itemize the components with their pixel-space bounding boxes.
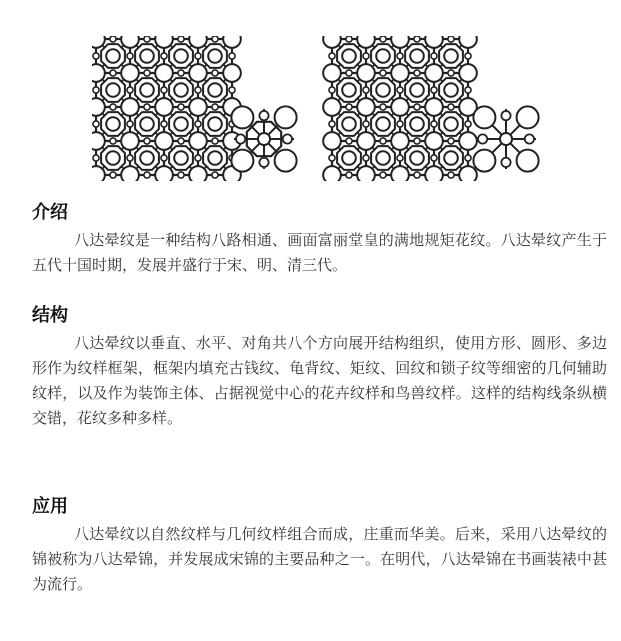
small-ring	[380, 138, 386, 144]
small-ring	[144, 70, 150, 76]
unit-side-ring	[259, 111, 268, 120]
center-circle	[376, 49, 390, 63]
node-circle	[357, 64, 375, 82]
small-ring	[363, 87, 369, 93]
small-ring	[380, 172, 386, 178]
small-ring	[346, 104, 352, 110]
center-circle	[174, 83, 188, 97]
center-circle	[444, 151, 458, 165]
node-circle	[425, 132, 443, 150]
small-ring	[110, 70, 116, 76]
small-ring	[229, 53, 235, 59]
small-ring	[144, 138, 150, 144]
node-circle	[357, 98, 375, 116]
section-body-structure: 八达晕纹以垂直、水平、对角共八个方向展开结构组织，使用方形、圆形、多边形作为纹样框架，框架内填充古钱纹、龟背纹、矩纹、回纹和锁子纹等细密的几何辅助纹样，以及作为装饰主体、占据视觉中心的花卉纹样和鸟兽纹样。这样的结构线条纵横交错，花纹多种多样。	[32, 334, 607, 427]
small-ring	[346, 172, 352, 178]
unit-corner-circle	[517, 106, 539, 128]
small-ring	[212, 36, 218, 42]
node-circle	[155, 132, 173, 150]
node-circle	[323, 64, 341, 82]
small-ring	[465, 53, 471, 59]
small-ring	[397, 155, 403, 161]
section-title-introduction: 介绍	[32, 202, 68, 223]
center-circle	[106, 117, 120, 131]
small-ring	[229, 87, 235, 93]
small-ring	[161, 53, 167, 59]
center-circle	[376, 83, 390, 97]
center-circle	[342, 151, 356, 165]
center-circle	[106, 83, 120, 97]
section-body-application: 八达晕纹以自然纹样与几何纹样组合而成，庄重而华美。后来，采用八达晕纹的锦被称为八达晕锦，并发展成宋锦的主要品种之一。在明代，八达晕锦在书画装裱中甚为流行。	[32, 525, 607, 593]
node-circle	[391, 166, 409, 181]
center-circle	[342, 83, 356, 97]
node-circle	[357, 166, 375, 181]
small-ring	[93, 155, 99, 161]
node-circle	[391, 64, 409, 82]
node-circle	[189, 36, 207, 48]
node-circle	[155, 166, 173, 181]
node-circle	[323, 132, 341, 150]
node-circle	[323, 36, 341, 48]
small-ring	[397, 53, 403, 59]
node-circle	[323, 166, 341, 181]
small-ring	[127, 53, 133, 59]
small-ring	[414, 70, 420, 76]
node-circle	[425, 64, 443, 82]
small-ring	[161, 155, 167, 161]
small-ring	[363, 121, 369, 127]
center-circle	[174, 117, 188, 131]
bada-yun-pattern-figure	[92, 36, 546, 181]
small-ring	[329, 87, 335, 93]
small-ring	[195, 155, 201, 161]
node-circle	[425, 36, 443, 48]
center-circle	[174, 151, 188, 165]
small-ring	[110, 104, 116, 110]
node-circle	[189, 64, 207, 82]
small-ring	[178, 36, 184, 42]
node-circle	[92, 166, 105, 181]
unit-side-ring	[501, 158, 510, 167]
node-circle	[92, 98, 105, 116]
small-ring	[448, 70, 454, 76]
node-circle	[357, 132, 375, 150]
small-ring	[93, 53, 99, 59]
small-ring	[329, 155, 335, 161]
node-circle	[92, 64, 105, 82]
small-ring	[380, 104, 386, 110]
small-ring	[144, 104, 150, 110]
center-circle	[140, 117, 154, 131]
center-circle	[208, 117, 222, 131]
center-circle	[410, 117, 424, 131]
center-circle	[410, 83, 424, 97]
small-ring	[212, 70, 218, 76]
small-ring	[380, 70, 386, 76]
small-ring	[178, 70, 184, 76]
small-ring	[346, 138, 352, 144]
node-circle	[391, 132, 409, 150]
small-ring	[195, 87, 201, 93]
pattern-unit-right	[473, 106, 538, 171]
section-structure	[32, 303, 607, 431]
center-circle	[410, 151, 424, 165]
center-circle	[208, 151, 222, 165]
center-circle	[174, 49, 188, 63]
unit-side-ring	[283, 134, 292, 143]
unit-corner-circle	[517, 150, 539, 172]
small-ring	[161, 87, 167, 93]
node-circle	[155, 64, 173, 82]
node-circle	[391, 98, 409, 116]
center-circle	[376, 151, 390, 165]
center-circle	[444, 83, 458, 97]
small-ring	[178, 172, 184, 178]
small-ring	[144, 36, 150, 42]
unit-side-ring	[236, 134, 245, 143]
small-ring	[431, 121, 437, 127]
small-ring	[448, 104, 454, 110]
node-circle	[323, 98, 341, 116]
pattern-tile-left	[92, 36, 241, 181]
node-circle	[223, 64, 241, 82]
small-ring	[431, 87, 437, 93]
pattern-tile-right	[323, 36, 477, 181]
center-circle	[410, 49, 424, 63]
small-ring	[161, 121, 167, 127]
unit-corner-circle	[275, 106, 297, 128]
node-circle	[459, 64, 477, 82]
small-ring	[110, 172, 116, 178]
node-circle	[425, 98, 443, 116]
small-ring	[127, 155, 133, 161]
pattern-unit-left	[231, 106, 296, 171]
center-circle	[106, 49, 120, 63]
small-ring	[380, 36, 386, 42]
unit-corner-circle	[473, 150, 495, 172]
small-ring	[448, 36, 454, 42]
small-ring	[397, 87, 403, 93]
unit-side-ring	[478, 134, 487, 143]
section-title-structure: 结构	[32, 305, 68, 326]
small-ring	[178, 104, 184, 110]
small-ring	[431, 53, 437, 59]
small-ring	[212, 138, 218, 144]
small-ring	[397, 121, 403, 127]
small-ring	[195, 121, 201, 127]
unit-side-ring	[259, 158, 268, 167]
unit-center-circle	[500, 133, 512, 145]
node-circle	[121, 36, 139, 48]
unit-corner-circle	[231, 150, 253, 172]
small-ring	[110, 36, 116, 42]
center-circle	[342, 49, 356, 63]
small-ring	[329, 53, 335, 59]
small-ring	[363, 53, 369, 59]
small-ring	[93, 87, 99, 93]
unit-side-ring	[525, 134, 534, 143]
center-circle	[444, 49, 458, 63]
node-circle	[155, 36, 173, 48]
node-circle	[155, 98, 173, 116]
node-circle	[92, 132, 105, 150]
small-ring	[212, 172, 218, 178]
small-ring	[414, 36, 420, 42]
center-circle	[208, 49, 222, 63]
small-ring	[465, 87, 471, 93]
node-circle	[459, 166, 477, 181]
small-ring	[144, 172, 150, 178]
small-ring	[93, 121, 99, 127]
unit-corner-circle	[231, 106, 253, 128]
center-circle	[342, 117, 356, 131]
small-ring	[110, 138, 116, 144]
node-circle	[459, 36, 477, 48]
small-ring	[346, 70, 352, 76]
node-circle	[223, 36, 241, 48]
small-ring	[212, 104, 218, 110]
pattern-illustration	[92, 36, 546, 181]
center-circle	[140, 83, 154, 97]
unit-corner-circle	[473, 106, 495, 128]
section-application	[32, 494, 607, 597]
small-ring	[127, 121, 133, 127]
center-circle	[208, 83, 222, 97]
small-ring	[127, 87, 133, 93]
center-circle	[106, 151, 120, 165]
node-circle	[459, 132, 477, 150]
node-circle	[189, 132, 207, 150]
node-circle	[425, 166, 443, 181]
center-circle	[444, 117, 458, 131]
node-circle	[121, 98, 139, 116]
section-title-application: 应用	[32, 496, 68, 517]
small-ring	[363, 155, 369, 161]
node-circle	[189, 166, 207, 181]
small-ring	[195, 53, 201, 59]
center-circle	[376, 117, 390, 131]
node-circle	[391, 36, 409, 48]
small-ring	[448, 138, 454, 144]
small-ring	[448, 172, 454, 178]
section-introduction	[32, 200, 607, 278]
small-ring	[414, 172, 420, 178]
center-circle	[140, 49, 154, 63]
small-ring	[431, 155, 437, 161]
small-ring	[414, 138, 420, 144]
unit-side-ring	[501, 111, 510, 120]
small-ring	[465, 121, 471, 127]
node-circle	[121, 166, 139, 181]
node-circle	[357, 36, 375, 48]
unit-corner-circle	[275, 150, 297, 172]
node-circle	[189, 98, 207, 116]
small-ring	[414, 104, 420, 110]
small-ring	[178, 138, 184, 144]
small-ring	[329, 121, 335, 127]
node-circle	[121, 132, 139, 150]
section-body-introduction: 八达晕纹是一种结构八路相通、画面富丽堂皇的满地规矩花纹。八达晕纹产生于五代十国时期，发展并盛行于宋、明、清三代。	[32, 231, 607, 274]
center-circle	[140, 151, 154, 165]
small-ring	[465, 155, 471, 161]
node-circle	[121, 64, 139, 82]
small-ring	[346, 36, 352, 42]
unit-center-circle	[258, 133, 270, 145]
